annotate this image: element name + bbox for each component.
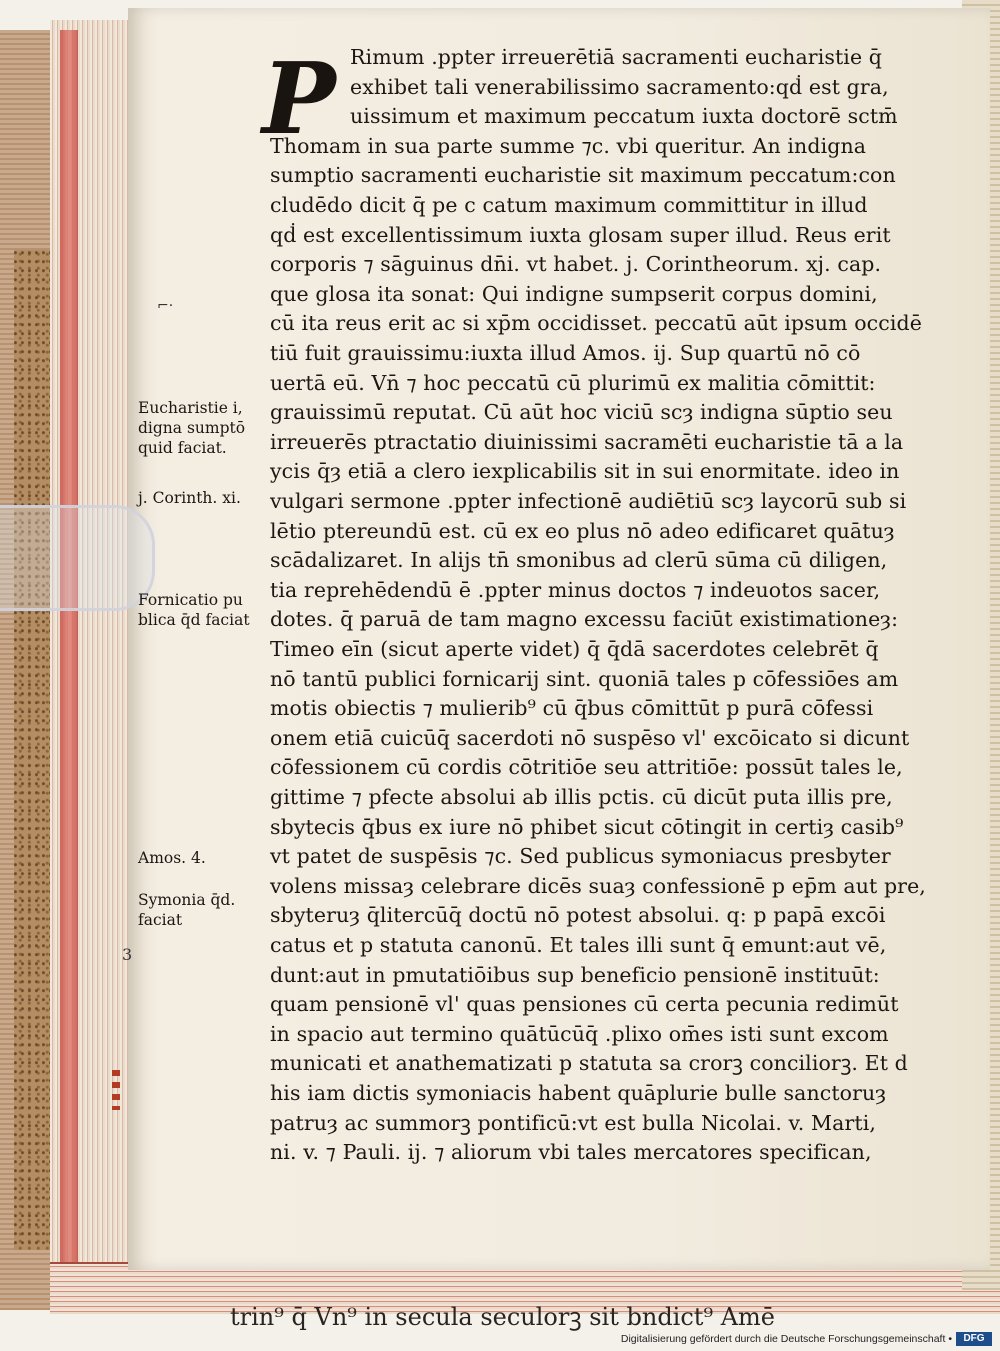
margin-note-symonia: Symonia q̄d. faciat [138, 891, 236, 929]
text-line [270, 308, 922, 338]
text-line [270, 634, 879, 664]
text-line-body: grauissimū reputat. [270, 400, 478, 425]
text-line-body: nō tantū publici fornicarij sint. quoniā tales p cōfessiōes am [270, 666, 899, 691]
text-line-continuation: Et tales illi sunt q̄ emunt:aut vē, [542, 933, 887, 957]
text-line-body: vulgari sermone .ppter infectionē audiētiū scȝ laycorū sub si [270, 489, 907, 513]
text-line-continuation: Pauli. ij. ⁊ aliorum vbi tales mercatores specifican, [335, 1140, 872, 1165]
text-line-body: motis obiectis ⁊ mulierib⁹ cū q̄bus cōmittūt p purā cōfessi [270, 696, 874, 721]
text-line-body: ni. v. ⁊ [270, 1140, 336, 1165]
text-line [270, 368, 876, 398]
text-line-body: Thomam in sua parte summe ⁊c. vbi queritur. [270, 133, 746, 158]
text-line-body: his iam dictis symoniacis habent quāplurie bulle sanctoruȝ [270, 1081, 887, 1105]
text-line [270, 930, 886, 960]
text-line-continuation: Et d [858, 1051, 908, 1076]
text-line-body: vt patet de suspēsis ⁊c. [270, 844, 513, 869]
catchword: trin⁹ q̄ Vn⁹ in secula seculorꝫ sit bndict⁹ Amē [230, 1303, 775, 1331]
text-line-body: qḋ est excellentissimum iuxta glosam super illud. [270, 222, 789, 247]
text-line [270, 397, 893, 427]
text-line [270, 516, 895, 546]
text-line [270, 1137, 872, 1167]
text-line-body: dunt:aut in pmutatiōibus sup beneficio pensionē instituūt: [270, 962, 880, 987]
red-tabs [112, 1070, 120, 1110]
text-line-continuation: Cū aūt hoc viciū scȝ indigna sūptio seu [477, 400, 893, 425]
ink-mark: ⌐· [157, 298, 174, 314]
text-line-body: cū ita reus erit ac si xp̄m occidisset. peccatū aūt ipsum occidē [270, 311, 922, 336]
text-line [270, 960, 880, 990]
text-line [270, 1108, 876, 1138]
margin-note-fornicatio: Fornicatio pu blica q̄d faciat [138, 591, 250, 629]
text-line-body: ycis q̄ȝ etiā a clero iexplicabilis sit in sui enormitate. ideo in [270, 459, 900, 484]
text-line-body: sbyteruȝ q̄litercūq̄ doctū nō potest absolui. q: p papā excōi [270, 903, 886, 928]
text-line-body: uissimum et maximum peccatum iuxta doctorē sctm̄ [350, 104, 898, 129]
text-line [270, 427, 903, 457]
text-line [270, 220, 891, 250]
text-line-body: cōfessionem cū cordis cōtritiōe seu attritiōe: possūt tales le, [270, 755, 903, 780]
text-line-body: tiū fuit grauissimu:iuxta illud [270, 341, 577, 365]
text-line [270, 279, 878, 309]
text-line [350, 42, 882, 72]
text-line [270, 1019, 889, 1049]
text-line-body: quam pensionē vl' quas pensiones cū certa pecunia redimūt [270, 992, 899, 1017]
text-line [270, 160, 896, 190]
text-line-continuation: An indigna [745, 133, 867, 158]
footer-credit: Digitalisierung gefördert durch die Deutsche Forschungsgemeinschaft • [620, 1333, 952, 1345]
text-line [270, 1048, 908, 1078]
text-line-body: Rimum .ppter irreuerētiā sacramenti eucharistie q̄ [350, 45, 883, 69]
text-line-body: corporis ⁊ sāguinus dn̄i. vt habet. j. [270, 252, 640, 277]
dfg-logo: DFG [956, 1332, 992, 1346]
text-line [270, 545, 887, 575]
text-line [270, 693, 873, 723]
text-line [270, 190, 868, 220]
text-line [270, 456, 899, 486]
signature-mark: 3 [122, 945, 133, 964]
text-line-body: sbytecis q̄bus ex iure nō phibet sicut cōtingit in certiȝ casib⁹ [270, 814, 904, 839]
text-line-continuation: Sed publicus symoniacus presbyter [512, 844, 891, 869]
text-line-continuation: Amos. ij. Sup quartū nō cō [576, 341, 861, 365]
page-clip [0, 505, 155, 611]
text-line-continuation: Qui indigne sumpserit corpus domini, [475, 281, 878, 306]
text-line-continuation: Vn̄ ⁊ hoc peccatū cū plurimū ex malitia cōmittit: [364, 370, 876, 395]
text-line-body: municati et anathematizati p statuta sa crorꝫ conciliorꝫ. [270, 1051, 859, 1076]
text-line-body: dotes. q̄ paruā de tam magno excessu faciūt existimationeȝ: [270, 607, 899, 632]
text-line-continuation: Nicolai. v. Marti, [694, 1110, 876, 1135]
text-line [270, 338, 860, 368]
red-edge [60, 30, 78, 1300]
text-line-body: gittime ⁊ pfecte absolui ab illis pctis. cū dicūt puta illis pre, [270, 785, 893, 809]
text-line [270, 782, 893, 812]
text-line [270, 575, 880, 605]
margin-note-amos: Amos. 4. [138, 849, 206, 867]
text-line-body: tia reprehēdendū ē .ppter minus doctos ⁊ indeuotos sacer, [270, 577, 881, 602]
text-line [270, 249, 881, 279]
text-line-body: irreuerēs ptractatio diuinissimi sacramēti eucharistie tā a la [270, 429, 904, 454]
text-line-continuation: In alijs tn̄ smonibus ad clerū sūma cū diligen, [403, 548, 888, 573]
text-line-body: in spacio aut termino quātūcūq̄ .plixo om̄es isti sunt excom [270, 1021, 889, 1046]
text-line [270, 841, 891, 871]
text-line-body: que glosa ita sonat: [270, 281, 476, 306]
text-line-body: Timeo eīn (sicut aperte videt) q̄ q̄dā sacerdotes celebrēt q̄ [270, 637, 879, 661]
text-line [270, 989, 899, 1019]
marbled-cover [14, 250, 52, 1250]
text-line-body: patruȝ ac summorꝫ pontificū:vt est bulla [270, 1110, 695, 1135]
text-line-continuation: Corintheorum. xj. cap. [639, 252, 882, 277]
text-line-body: volens missaȝ celebrare dicēs suaȝ confessionē p ep̄m aut pre, [270, 873, 926, 898]
margin-note-corinth: j. Corinth. xi. [138, 489, 241, 507]
text-line-continuation: Reus erit [788, 222, 891, 247]
text-line-body: exhibet tali venerabilissimo sacramento:qḋ est gra, [350, 74, 889, 99]
text-line [270, 604, 898, 634]
text-line [270, 900, 886, 930]
text-line-body: scādalizaret. [270, 548, 404, 573]
text-line [270, 664, 898, 694]
text-line [270, 812, 903, 842]
text-line-body: catus et p statuta canonū. [270, 933, 543, 957]
text-line [270, 1078, 886, 1108]
text-line-body: sumptio sacramenti eucharistie sit maximum peccatum:con [270, 163, 896, 188]
text-line-body: lētio ptereundū est. cū ex eo plus nō adeo edificaret quātuȝ [270, 518, 895, 543]
text-line-body: cludēdo dicit q̄ pe c catum maximum committitur in illud [270, 193, 868, 217]
margin-note-eucharistie: Eucharistie i, digna sumptō quid faciat. [138, 399, 246, 457]
text-line [270, 723, 909, 753]
text-line [270, 486, 906, 516]
text-line [270, 752, 903, 782]
text-line [350, 101, 898, 131]
text-line [270, 871, 926, 901]
initial-letter: P [262, 42, 336, 157]
text-line-body: onem etiā cuicūq̄ sacerdoti nō suspēso vl' excōicato si dicunt [270, 725, 910, 750]
text-line [350, 72, 889, 102]
text-line-body: uertā eū. [270, 370, 365, 395]
text-line [270, 131, 866, 161]
